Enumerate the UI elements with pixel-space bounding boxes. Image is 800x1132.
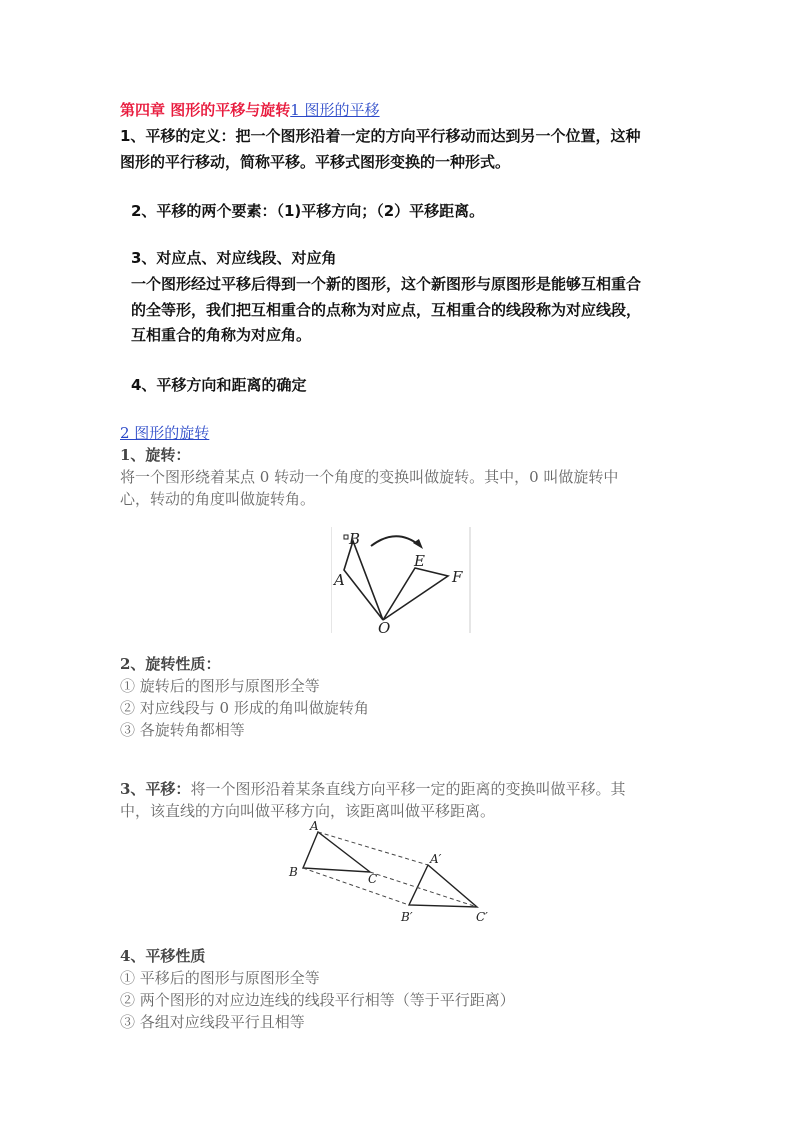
label-a-prime: A′ — [430, 852, 442, 866]
arrow-head — [413, 539, 423, 549]
translation-line-1: 将一个图形沿着某条直线方向平移一定的距离的变换叫做平移。其 — [190, 780, 626, 798]
label-e: E — [414, 552, 425, 570]
chapter-title: 第四章 图形的平移与旋转 — [120, 101, 291, 119]
label-f: F — [452, 568, 463, 586]
rotation-title: 1、旋转： — [120, 446, 191, 464]
translation-property-2: ② 两个图形的对应边连线的线段平行相等（等于平行距离） — [120, 991, 515, 1009]
correspondence-line-3: 互相重合的角称为对应角。 — [131, 326, 312, 344]
translation-property-3: ③ 各组对应线段平行且相等 — [120, 1013, 305, 1031]
definition-line-1: 1、平移的定义：把一个图形沿着一定的方向平行移动而达到另一个位置，这种 — [120, 127, 641, 145]
correspondence-line-2: 的全等形，我们把互相重合的点称为对应点，互相重合的线段称为对应线段， — [131, 301, 642, 319]
label-c-prime: C′ — [476, 910, 488, 924]
direction-distance-title: 4、平移方向和距离的确定 — [131, 376, 307, 394]
label-o: O — [378, 619, 391, 635]
label-a: A — [334, 571, 345, 589]
label-a: A — [310, 820, 319, 833]
rotation-line-1: 将一个图形绕着某点 0 转动一个角度的变换叫做旋转。其中，0 叫做旋转中 — [120, 468, 619, 486]
point-b-marker — [344, 535, 348, 539]
translation-paragraph — [120, 778, 625, 799]
label-b: B — [349, 530, 361, 548]
connector-a — [318, 832, 428, 865]
translation-label: 3、平移： — [120, 780, 191, 798]
definition-line-2: 图形的平行移动，简称平移。平移式图形变换的一种形式。 — [120, 153, 511, 171]
original-triangle — [344, 541, 383, 620]
rotation-property-2: ② 对应线段与 0 形成的角叫做旋转角 — [120, 699, 369, 717]
elements-paragraph: 2、平移的两个要素：（1)平移方向；（2）平移距离。 — [131, 202, 485, 220]
rotation-figure — [331, 525, 471, 635]
triangle-abc-prime — [409, 865, 477, 907]
translation-line-2: 中，该直线的方向叫做平移方向，该距离叫做平移距离。 — [120, 802, 496, 820]
connector-b — [303, 868, 409, 905]
correspondence-title: 3、对应点、对应线段、对应角 — [131, 249, 337, 267]
chapter-heading — [120, 99, 380, 120]
rotation-properties-title: 2、旋转性质： — [120, 655, 221, 673]
rotation-line-2: 心，转动的角度叫做旋转角。 — [120, 490, 316, 508]
translation-figure — [286, 820, 506, 930]
section-1-link[interactable]: 1 图形的平移 — [290, 101, 380, 119]
label-b-prime: B′ — [401, 910, 413, 924]
correspondence-line-1: 一个图形经过平移后得到一个新的图形，这个新图形与原图形是能够互相重合 — [131, 275, 642, 293]
label-b: B — [289, 865, 298, 879]
translation-property-1: ① 平移后的图形与原图形全等 — [120, 969, 320, 987]
section-2-link[interactable]: 2 图形的旋转 — [120, 424, 210, 442]
triangle-abc — [303, 832, 370, 872]
rotated-triangle — [383, 568, 448, 620]
label-c: C — [368, 872, 378, 886]
connector-c — [370, 872, 477, 907]
rotation-arrow — [371, 536, 419, 546]
rotation-property-3: ③ 各旋转角都相等 — [120, 721, 245, 739]
rotation-property-1: ① 旋转后的图形与原图形全等 — [120, 677, 320, 695]
translation-properties-title: 4、平移性质 — [120, 947, 206, 965]
